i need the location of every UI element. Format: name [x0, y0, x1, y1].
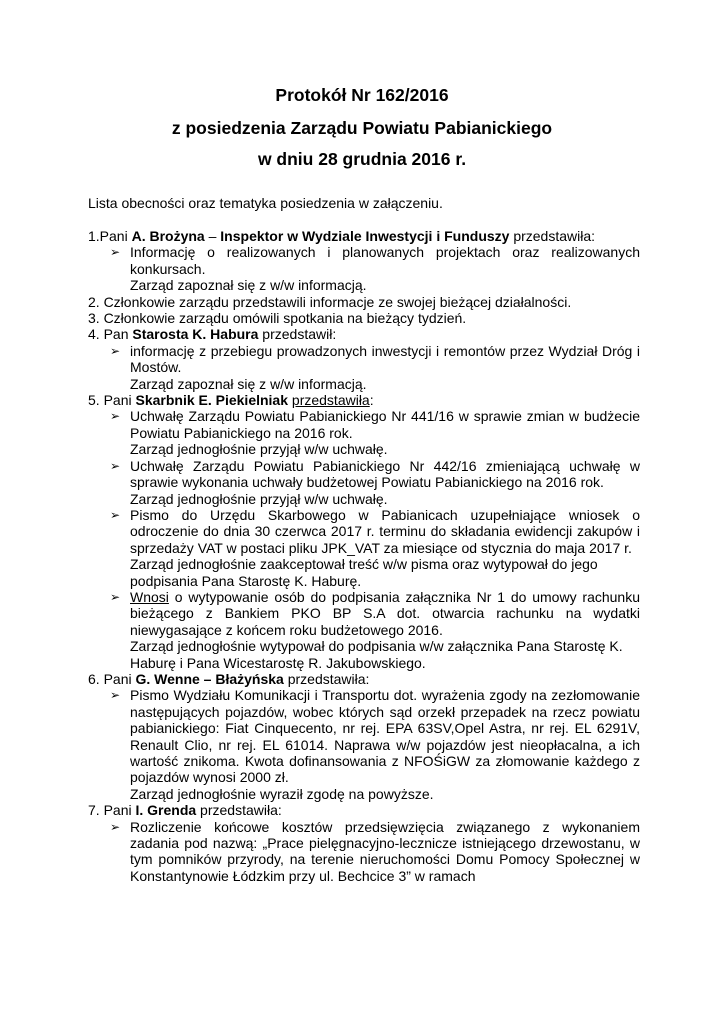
- bullet-point: [88, 408, 640, 457]
- speaker-role: Inspektor w Wydziale Inwestycji i Funduszy: [220, 228, 510, 244]
- agenda-list: [88, 228, 640, 884]
- board-decision: Zarząd zapoznał się z w/w informacją.: [130, 277, 367, 294]
- bullet-point: [88, 343, 640, 392]
- item-prefix: 5. Pani: [88, 392, 136, 409]
- bullet-point: [88, 507, 640, 589]
- bullet-point: [88, 687, 640, 802]
- attendance-note: Lista obecności oraz tematyka posiedzenia w załączeniu.: [88, 195, 443, 211]
- item-suffix: przedstawił:: [258, 326, 337, 343]
- item-prefix: 7. Pani: [88, 802, 136, 819]
- arrow-bullet-icon: ➢: [110, 409, 121, 424]
- item-suffix: przedstawiła:: [283, 670, 370, 687]
- arrow-bullet-icon: ➢: [110, 343, 121, 358]
- bullet-text: Informację o realizowanych i planowanych projektach oraz realizowanych konkursach.: [130, 244, 640, 277]
- speaker-name: Starosta K. Habura: [132, 326, 259, 343]
- board-decision: Zarząd jednogłośnie przyjął w/w uchwałę.: [130, 490, 388, 507]
- dash: –: [204, 228, 221, 244]
- board-decision: Zarząd jednogłośnie wytypował do podpisania w/w załącznika Pana Starostę K. Haburę i Pana Wicestarostę R. Jakubowskiego.: [130, 638, 623, 671]
- item-suffix-underlined: przedstawiła: [291, 392, 370, 409]
- board-decision: Zarząd jednogłośnie zaakceptował treść w/w pisma oraz wytypował do jego podpisania Pana Starostę K. Haburę.: [130, 556, 598, 589]
- speaker-name: I. Grenda: [135, 802, 197, 819]
- item-suffix: przedstawiła:: [509, 228, 596, 244]
- bullet-text: Pismo Wydziału Komunikacji i Transportu dot. wyrażenia zgody na zezłomowanie następujących pojazdów, wobec których sąd orzekł przepadek na rzecz powiatu pabianickiego: Fiat Cinquecento, nr rej. EPA 63SV,Opel Astra, nr rej. EL 6291V, Renault Clio, nr rej. EL 61014. Naprawa w/w pojazdów jest nieopłacalna, a ich wartość znikoma. Kwota dofinansowania z NFOŚiGW za złomowanie każdego z pojazdów wynosi 2000 zł.: [130, 687, 640, 786]
- bullet-point: [88, 458, 640, 507]
- arrow-bullet-icon: ➢: [110, 245, 121, 260]
- bullet-text: [130, 589, 640, 638]
- bullet-point: [88, 819, 640, 885]
- bullet-body: o wytypowanie osób do podpisania załącznika Nr 1 do umowy rachunku bieżącego z Bankiem PKO BP S.A dot. otwarcia rachunku na wydatki niewygasające z końcem roku budżetowego 2016.: [130, 588, 640, 638]
- speaker-name: Skarbnik E. Piekielniak: [135, 392, 289, 409]
- speaker-name: A. Brożyna: [131, 228, 205, 244]
- arrow-bullet-icon: ➢: [110, 458, 121, 473]
- arrow-bullet-icon: ➢: [110, 819, 121, 834]
- agenda-item-4: [88, 326, 640, 342]
- arrow-bullet-icon: ➢: [110, 589, 121, 604]
- meeting-date: w dniu 28 grudnia 2016 r.: [257, 149, 467, 169]
- item-suffix: przedstawiła:: [196, 802, 282, 819]
- arrow-bullet-icon: ➢: [110, 507, 121, 522]
- board-decision: Zarząd jednogłośnie przyjął w/w uchwałę.: [130, 441, 388, 458]
- item-prefix: 6. Pani: [88, 670, 136, 687]
- speaker-name: G. Wenne – Błażyńska: [135, 670, 284, 687]
- bullet-text: Uchwałę Zarządu Powiatu Pabianickiego Nr 441/16 w sprawie zmian w budżecie Powiatu Pabianickiego na 2016 rok.: [130, 408, 640, 441]
- bullet-lead: Wnosi: [130, 588, 169, 605]
- bullet-text: Rozliczenie końcowe kosztów przedsięwzięcia związanego z wykonaniem zadania pod nazwą: „Prace pielęgnacyjno-lecznicze istniejącego drzewostanu, w tym pomników przyrody, na terenie nieruchomości Domu Pomocy Społecznej w Konstantynowie Łódzkim przy ul. Bechcice 3” w ramach: [130, 818, 640, 884]
- item-prefix: 1.Pani: [88, 228, 132, 244]
- meeting-subtitle: z posiedzenia Zarządu Powiatu Pabianickiego: [171, 118, 553, 138]
- agenda-item-7: [88, 802, 640, 818]
- agenda-item-2: 2. Członkowie zarządu przedstawili informacje ze swojej bieżącej działalności.: [88, 293, 572, 310]
- item-prefix: 4. Pan: [88, 326, 133, 343]
- bullet-text: Uchwałę Zarządu Powiatu Pabianickiego Nr 442/16 zmieniającą uchwałę w sprawie wykonania uchwały budżetowej Powiatu Pabianickiego na 2016 rok.: [130, 457, 640, 491]
- bullet-point: [88, 244, 640, 293]
- arrow-bullet-icon: ➢: [110, 688, 121, 703]
- agenda-item-5: [88, 392, 640, 408]
- agenda-item-1: [88, 228, 640, 244]
- protocol-title: Protokół Nr 162/2016: [275, 85, 449, 105]
- board-decision: Zarząd zapoznał się z w/w informacją.: [130, 375, 367, 392]
- agenda-item-3: 3. Członkowie zarządu omówili spotkania na bieżący tydzień.: [88, 310, 467, 327]
- bullet-point: [88, 589, 640, 671]
- bullet-text: informację z przebiegu prowadzonych inwestycji i remontów przez Wydział Dróg i Mostów.: [130, 342, 640, 376]
- board-decision: Zarząd jednogłośnie wyraził zgodę na powyższe.: [130, 785, 434, 802]
- agenda-item-6: [88, 671, 640, 687]
- item-suffix-end: :: [369, 392, 374, 409]
- bullet-text: Pismo do Urzędu Skarbowego w Pabianicach uzupełniające wniosek o odroczenie do dnia 30 czerwca 2017 r. terminu do składania ewidencji zakupów i sprzedaży VAT w postaci pliku JPK_VAT za miesiące od stycznia do maja 2017 r.: [130, 506, 640, 556]
